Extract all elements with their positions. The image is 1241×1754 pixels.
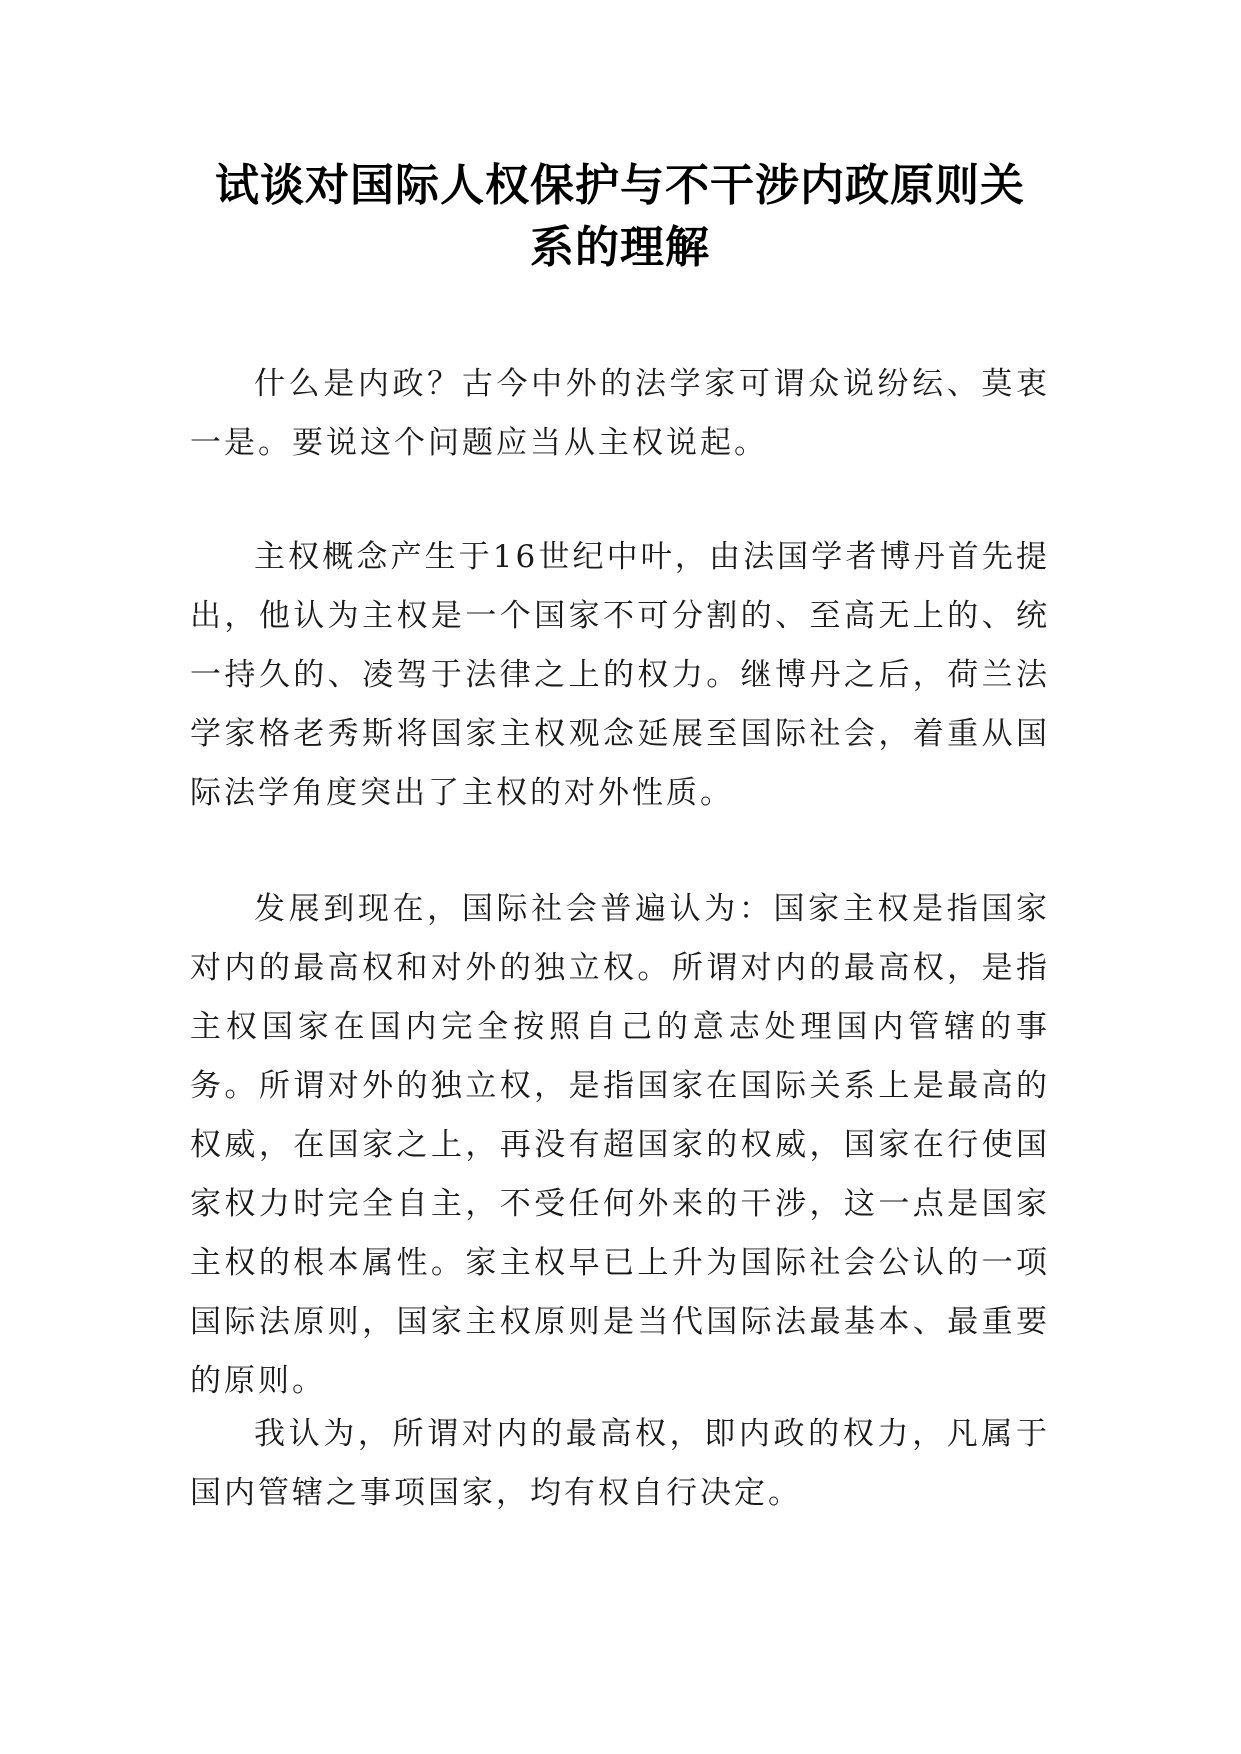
document-title	[180, 155, 1060, 279]
title-line-2: 系的理解	[530, 222, 710, 273]
title-line-1: 试谈对国际人权保护与不干涉内政原则关	[215, 160, 1025, 211]
paragraph-3: 发展到现在，国际社会普遍认为：国家主权是指国家对内的最高权和对外的独立权。所谓对内的最高权，是指主权国家在国内完全按照自己的意志处理国内管辖的事务。所谓对外的独立权，是指国家在国际关系上是最高的权威，在国家之上，再没有超国家的权威，国家在行使国家权力时完全自主，不受任何外来的干涉，这一点是国家主权的根本属性。家主权早已上升为国际社会公认的一项国际法原则，国家主权原则是当代国际法最基本、最重要的原则。	[190, 891, 1050, 1399]
paragraph-1: 什么是内政？古今中外的法学家可谓众说纷纭、莫衷一是。要说这个问题应当从主权说起。	[190, 366, 1050, 461]
paragraph-2: 主权概念产生于16世纪中叶，由法国学者博丹首先提出，他认为主权是一个国家不可分割的、至高无上的、统一持久的、凌驾于法律之上的权力。继博丹之后，荷兰法学家格老秀斯将国家主权观念延展至国际社会，着重从国际法学角度突出了主权的对外性质。	[190, 539, 1050, 811]
paragraph-4: 我认为，所谓对内的最高权，即内政的权力，凡属于国内管辖之事项国家，均有权自行决定。	[190, 1416, 1050, 1511]
